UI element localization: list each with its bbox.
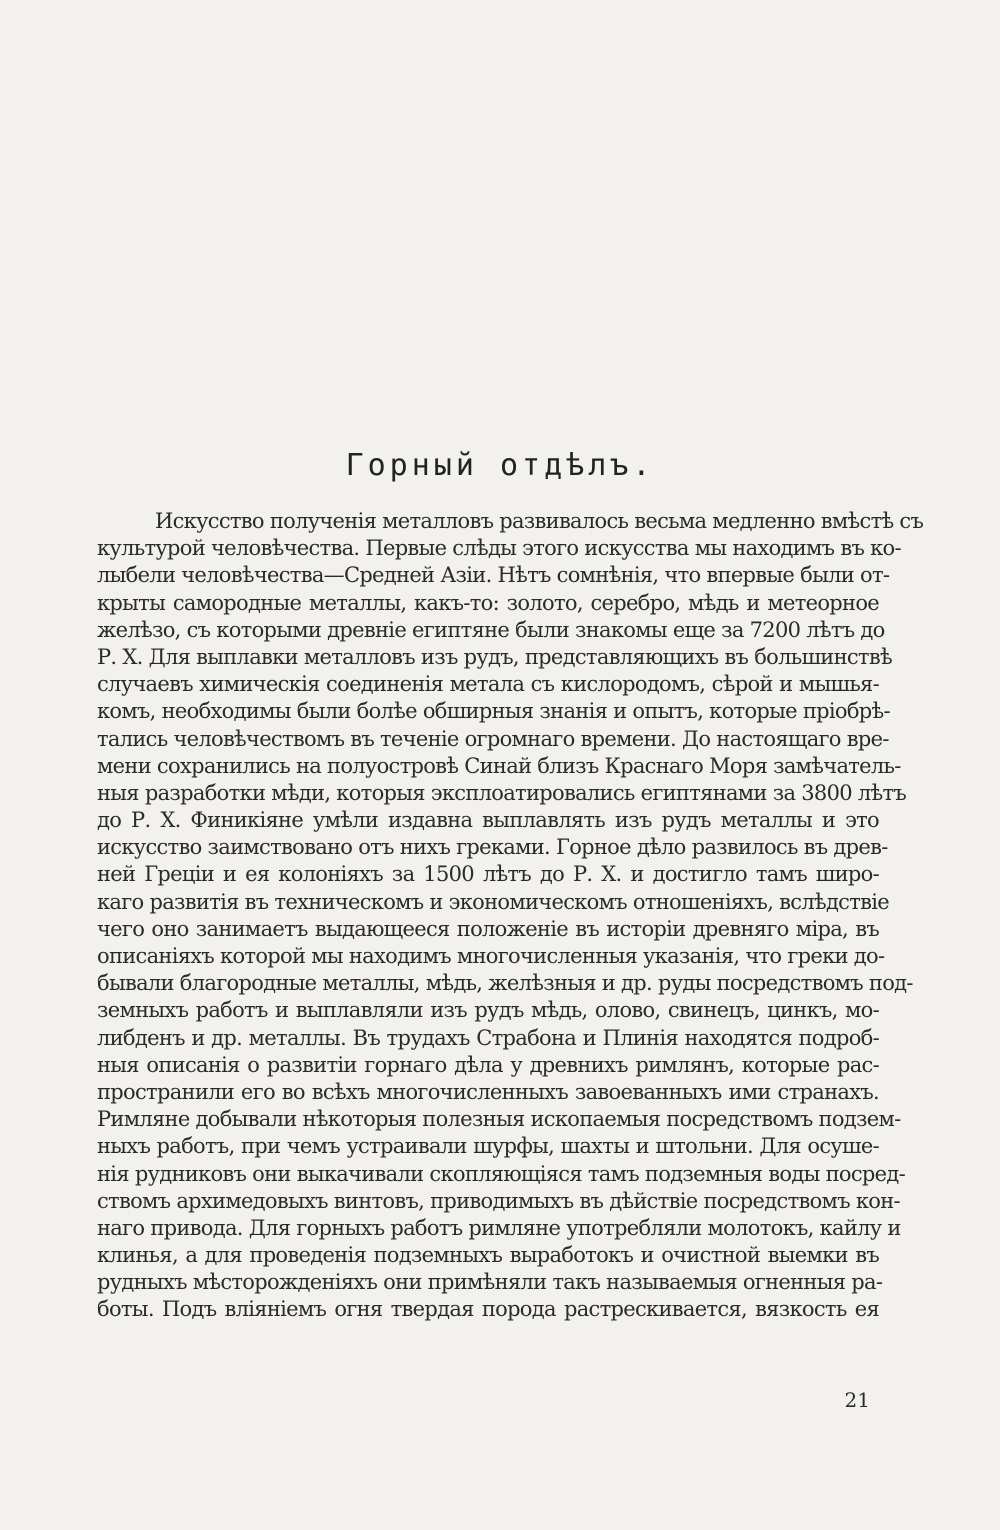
text-line: до Р. Х. Финикіяне умѣли издавна выплавлять изъ рудъ металлы и это [97,808,879,833]
text-line: культурой человѣчества. Первые слѣды этого искусства мы находимъ въ ко- [97,536,901,561]
body-paragraph [97,508,924,1324]
text-line: искусство заимствовано отъ нихъ греками. Горное дѣло развилось въ древ- [97,835,888,860]
text-line: Искусство полученія металловъ развивалось весьма медленно вмѣстѣ съ [155,509,924,533]
text-line: нія рудниковъ они выкачивали скопляющіяся тамъ подземныя воды посред- [97,1161,905,1186]
section-heading: Горный отдѣлъ. [345,448,655,483]
text-line: ныя описанія о развитіи горнаго дѣла у древнихъ римлянъ, которые рас- [97,1052,879,1077]
text-line: комъ, необходимы были болѣе обширныя знанія и опытъ, которые пріобрѣ- [97,699,890,724]
text-line: тались человѣчествомъ въ теченіе огромнаго времени. До настоящаго вре- [97,726,889,751]
text-line: земныхъ работъ и выплавляли изъ рудъ мѣдь, олово, свинецъ, цинкъ, мо- [97,998,879,1023]
text-line: боты. Подъ вліяніемъ огня твердая порода растрескивается, вязкость ея [97,1297,879,1322]
text-line: ствомъ архимедовыхъ винтовъ, приводимыхъ въ дѣйствіе посредствомъ кон- [97,1188,900,1213]
text-line: случаевъ химическія соединенія метала съ кислородомъ, сѣрой и мышья- [97,672,879,697]
text-line: клинья, а для проведенія подземныхъ выработокъ и очистной выемки въ [97,1243,879,1268]
text-line: Р. Х. Для выплавки металловъ изъ рудъ, представляющихъ въ большинствѣ [97,644,892,669]
text-line: Римляне добывали нѣкоторыя полезныя ископаемыя посредствомъ подзем- [97,1107,901,1132]
text-line: каго развитія въ техническомъ и экономическомъ отношеніяхъ, вслѣдствіе [97,889,890,914]
text-line: пространили его во всѣхъ многочисленныхъ завоеванныхъ ими странахъ. [97,1079,879,1104]
text-line: наго привода. Для горныхъ работъ римляне употребляли молотокъ, кайлу и [97,1215,901,1240]
text-line: ныя разработки мѣди, которыя эксплоатировались египтянами за 3800 лѣтъ [97,780,907,805]
text-line: ныхъ работъ, при чемъ устраивали шурфы, шахты и штольни. Для осуше- [97,1134,879,1159]
text-line: либденъ и др. металлы. Въ трудахъ Страбона и Плинія находятся подроб- [97,1025,879,1050]
text-line: рудныхъ мѣсторожденіяхъ они примѣняли такъ называемыя огненныя ра- [97,1270,883,1295]
page-number: 21 [844,1388,870,1412]
text-line: описаніяхъ которой мы находимъ многочисленныя указанія, что греки до- [97,944,885,968]
text-line: крыты самородные металлы, какъ-то: золото, серебро, мѣдь и метеорное [97,590,879,615]
text-line: ней Греціи и ея колоніяхъ за 1500 лѣтъ до Р. Х. и достигло тамъ широ- [97,862,879,887]
text-line: мени сохранились на полуостровѣ Синай близъ Краснаго Моря замѣчатель- [97,753,901,778]
text-line: чего оно занимаетъ выдающееся положеніе въ исторіи древняго міра, въ [97,916,879,941]
text-line: лыбели человѣчества—Средней Азіи. Нѣтъ сомнѣнія, что впервые были от- [97,563,890,588]
text-line: желѣзо, съ которыми древніе египтяне были знакомы еще за 7200 лѣтъ до [97,617,885,642]
text-line: бывали благородные металлы, мѣдь, желѣзныя и др. руды посредствомъ под- [97,971,913,996]
